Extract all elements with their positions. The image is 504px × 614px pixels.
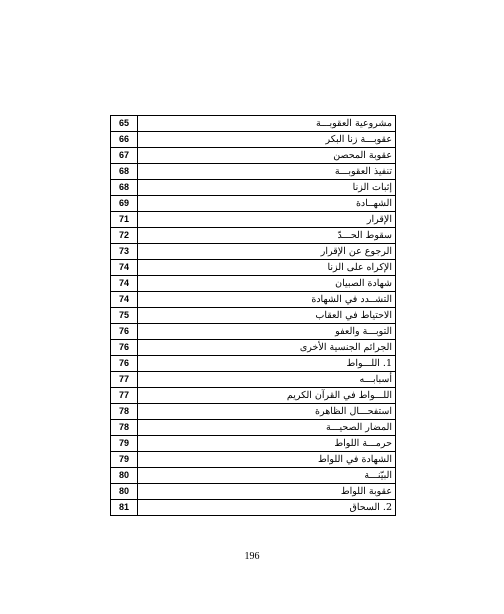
- toc-page-number: 74: [111, 260, 138, 276]
- toc-row: [111, 164, 396, 180]
- toc-entry-title: شهادة الصبيان: [138, 276, 396, 292]
- toc-entry-title: عقوبة اللواط: [138, 484, 396, 500]
- toc-row: [111, 180, 396, 196]
- toc-entry-title: الاحتياط في العقاب: [138, 308, 396, 324]
- toc-row: [111, 388, 396, 404]
- toc-row: [111, 324, 396, 340]
- toc-row: [111, 436, 396, 452]
- toc-row: [111, 372, 396, 388]
- toc-row: [111, 500, 396, 516]
- toc-page-number: 75: [111, 308, 138, 324]
- toc-row: [111, 404, 396, 420]
- toc-entry-title: المضار الصحيـــة: [138, 420, 396, 436]
- toc-row: [111, 212, 396, 228]
- toc-page-number: 78: [111, 404, 138, 420]
- toc-page-number: 76: [111, 324, 138, 340]
- toc-entry-title: الشهــادة: [138, 196, 396, 212]
- toc-page-number: 76: [111, 356, 138, 372]
- toc-entry-title: البيّنـــة: [138, 468, 396, 484]
- toc-row: [111, 260, 396, 276]
- toc-entry-title: اللـــواط في القرآن الكريم: [138, 388, 396, 404]
- toc-entry-title: الجرائم الجنسية الأخرى: [138, 340, 396, 356]
- toc-page-number: 68: [111, 164, 138, 180]
- toc-page-number: 77: [111, 388, 138, 404]
- toc-row: [111, 308, 396, 324]
- toc-page-number: 81: [111, 500, 138, 516]
- toc-row: [111, 148, 396, 164]
- page-number: 196: [244, 551, 260, 562]
- toc-entry-title: الإكراه على الزنا: [138, 260, 396, 276]
- toc-entry-title: أسبابـــه: [138, 372, 396, 388]
- toc-row: [111, 132, 396, 148]
- toc-page-number: 68: [111, 180, 138, 196]
- toc-page-number: 72: [111, 228, 138, 244]
- toc-row: [111, 484, 396, 500]
- toc-page-number: 79: [111, 452, 138, 468]
- toc-entry-title: 2. السحاق: [138, 500, 396, 516]
- toc-entry-title: إثبات الزنا: [138, 180, 396, 196]
- toc-entry-title: 1. اللـــواط: [138, 356, 396, 372]
- toc-entry-title: التشــدد في الشهادة: [138, 292, 396, 308]
- toc-page-number: 73: [111, 244, 138, 260]
- toc-row: [111, 116, 396, 132]
- toc-page-number: 69: [111, 196, 138, 212]
- toc-page-number: 80: [111, 484, 138, 500]
- toc-row: [111, 196, 396, 212]
- toc-page-number: 79: [111, 436, 138, 452]
- toc-table: [110, 115, 396, 516]
- toc-entry-title: التوبـــة والعفو: [138, 324, 396, 340]
- toc-page-number: 65: [111, 116, 138, 132]
- toc-row: [111, 340, 396, 356]
- toc-entry-title: عقوبـــة زنا البكر: [138, 132, 396, 148]
- toc-page-number: 74: [111, 292, 138, 308]
- toc-page-number: 80: [111, 468, 138, 484]
- toc-entry-title: الرجوع عن الإقرار: [138, 244, 396, 260]
- toc-entry-title: الشهادة في اللواط: [138, 452, 396, 468]
- toc-page-number: 74: [111, 276, 138, 292]
- toc-row: [111, 452, 396, 468]
- toc-page-number: 78: [111, 420, 138, 436]
- toc-entry-title: الإقرار: [138, 212, 396, 228]
- toc-row: [111, 292, 396, 308]
- toc-page-number: 77: [111, 372, 138, 388]
- toc-entry-title: مشروعية العقوبـــة: [138, 116, 396, 132]
- toc-page-number: 76: [111, 340, 138, 356]
- toc-row: [111, 468, 396, 484]
- toc-entry-title: سقوط الحـــدّ: [138, 228, 396, 244]
- toc-entry-title: تنفيذ العقوبـــة: [138, 164, 396, 180]
- toc-body: [111, 116, 396, 516]
- toc-row: [111, 244, 396, 260]
- toc-entry-title: حرمـــة اللواط: [138, 436, 396, 452]
- toc-row: [111, 276, 396, 292]
- toc-row: [111, 228, 396, 244]
- toc-page-number: 71: [111, 212, 138, 228]
- toc-page-number: 66: [111, 132, 138, 148]
- toc-entry-title: عقوبة المحصن: [138, 148, 396, 164]
- toc-entry-title: استفحـــال الظاهرة: [138, 404, 396, 420]
- toc-page-number: 67: [111, 148, 138, 164]
- toc-row: [111, 420, 396, 436]
- toc-row: [111, 356, 396, 372]
